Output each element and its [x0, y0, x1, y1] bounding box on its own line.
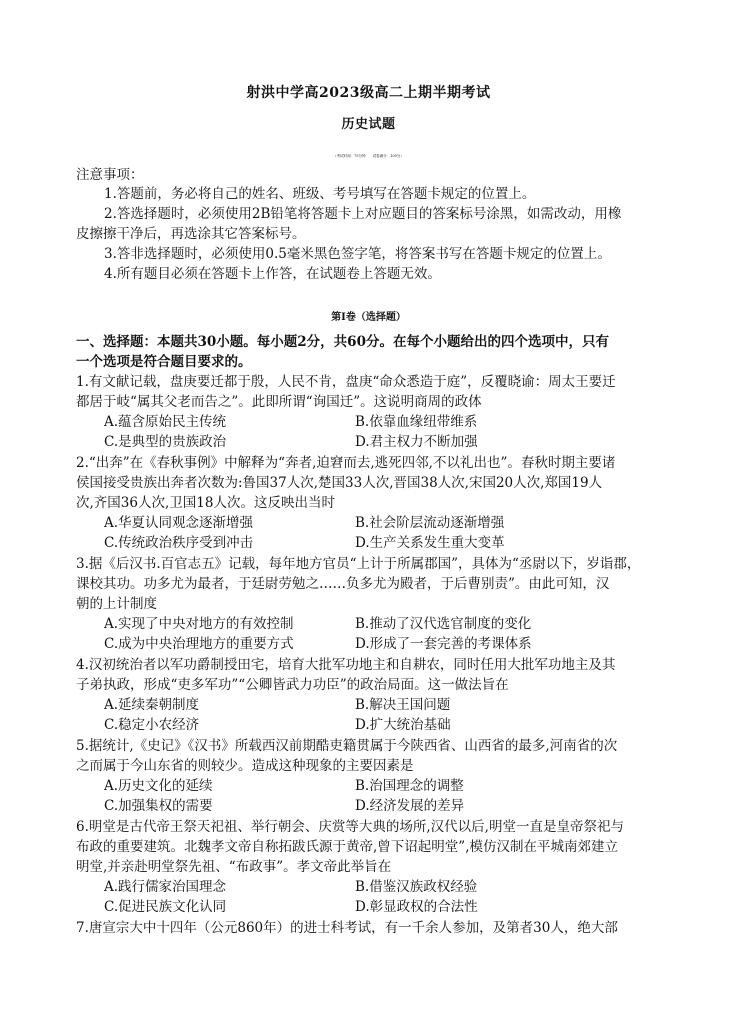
notice-item: 3.答非选择题时，必须使用0.5毫米黑色签字笔，将答案书写在答题卡规定的位置上。: [104, 246, 611, 262]
section-instruction: 一、选择题：本题共30小题。每小题2分，共60分。在每个小题给出的四个选项中，只有: [76, 334, 609, 350]
question-stem-line: 子弟执政，形成“吏多军功”“公卿皆武力功臣”的政治局面。这一做法旨在: [76, 677, 509, 693]
option-c: C.传统政治秩序受到冲击: [104, 535, 254, 551]
exam-title: 射洪中学高2023级高二上期半期考试: [246, 85, 491, 101]
notice-heading: 注意事项：: [76, 167, 144, 183]
option-b: B.推动了汉代选官制度的变化: [355, 616, 532, 632]
question-stem-line: 课校其功。功多尤为最者，于廷尉劳勉之……负多尤为殿者，于后曹别责”。由此可知，汉: [76, 576, 610, 592]
option-c: C.成为中央治理地方的重要方式: [104, 636, 294, 652]
question-stem-line: 6.明堂是古代帝王祭天祀祖、举行朝会、庆赏等大典的场所,汉代以后,明堂一直是皇帝祭祀与: [76, 819, 624, 835]
question-stem-line: 之而属于今山东省的则较少。造成这种现象的主要因素是: [76, 758, 414, 774]
option-b: B.社会阶层流动逐渐增强: [355, 515, 505, 531]
option-d: D.经济发展的差异: [355, 798, 465, 814]
option-a: A.践行儒家治国理念: [104, 879, 227, 895]
option-d: D.彰显政权的合法性: [355, 899, 478, 915]
question-stem-line: 朝的上计制度: [76, 596, 157, 612]
option-a: A.华夏认同观念逐渐增强: [104, 515, 254, 531]
question-stem-line: 侯国接受贵族出奔者次数为:鲁国37人次,楚国33人次,晋国38人次,宋国20人次,郑国19人: [76, 475, 603, 491]
option-a: A.延续秦朝制度: [104, 697, 200, 713]
question-stem-line: 4.汉初统治者以军功爵制授田宅，培育大批军功地主和自耕农，同时任用大批军功地主及其: [76, 657, 616, 673]
question-stem-line: 7.唐宣宗大中十四年（公元860年）的进士科考试，有一千余人参加，及第者30人，绝大部: [76, 920, 618, 936]
option-d: D.君主权力不断加强: [355, 434, 478, 450]
option-b: B.借鉴汉族政权经验: [355, 879, 478, 895]
notice-item: 2.答选择题时，必须使用2B铅笔将答题卡上对应题目的答案标号涂黑，如需改动，用橡: [104, 206, 622, 222]
option-c: C.是典型的贵族政治: [104, 434, 227, 450]
question-stem-line: 3.据《后汉书.百官志五》记载，每年地方官员“上计于所属郡国”，具体为“丞尉以下，岁诣郡，: [76, 556, 641, 572]
option-b: B.解决王国问题: [355, 697, 451, 713]
option-b: B.依靠血缘纽带维系: [355, 414, 478, 430]
option-d: D.扩大统治基础: [355, 717, 451, 733]
exam-subject: 历史试题: [341, 117, 396, 132]
question-stem-line: 次,齐国36人次,卫国18人次。这反映出当时: [76, 495, 335, 511]
option-a: A.蕴含原始民主传统: [104, 414, 227, 430]
question-stem-line: 1.有文献记载，盘庚要迁都于殷，人民不肯，盘庚“命众悉造于庭”，反覆晓谕：周太王要迁: [76, 374, 616, 390]
question-stem-line: 都居于岐“属其父老而告之”。此即所谓“询国迁”。这说明商周的政体: [76, 394, 482, 410]
question-stem-line: 明堂,并亲赴明堂祭先祖、“布政事”。孝文帝此举旨在: [76, 859, 392, 875]
question-stem-line: 2.“出奔”在《春秋事例》中解释为“奔者,迫窘而去,逃死四邻,不以礼出也”。春秋时期主要诸: [76, 455, 616, 471]
question-stem-line: 布政的重要建筑。北魏孝文帝自称拓跋氏源于黄帝,曾下诏起明堂”,模仿汉制在平城南郊建立: [76, 839, 618, 855]
option-c: C.促进民族文化认同: [104, 899, 227, 915]
notice-item: 4.所有题目必须在答题卡上作答，在试题卷上答题无效。: [104, 266, 441, 282]
question-stem-line: 5.据统计,《史记》《汉书》所载西汉前期酷吏籍贯属于今陕西省、山西省的最多,河南省的次: [76, 738, 618, 754]
option-d: D.生产关系发生重大变革: [355, 535, 505, 551]
section-title: 第Ⅰ卷（选择题）: [331, 312, 406, 323]
section-instruction: 一个选项是符合题目要求的。: [76, 354, 252, 370]
option-c: C.稳定小农经济: [104, 717, 200, 733]
option-a: A.实现了中央对地方的有效控制: [104, 616, 294, 632]
option-a: A.历史文化的延续: [104, 778, 213, 794]
option-b: B.治国理念的调整: [355, 778, 464, 794]
notice-item: 1.答题前，务必将自己的姓名、班级、考号填写在答题卡规定的位置上。: [104, 186, 536, 202]
exam-time-info: （考试时间：75分钟 试卷满分：100分）: [333, 154, 404, 158]
option-c: C.加强集权的需要: [104, 798, 213, 814]
notice-item: 皮擦擦干净后，再选涂其它答案标号。: [76, 226, 306, 242]
option-d: D.形成了一套完善的考课体系: [355, 636, 532, 652]
